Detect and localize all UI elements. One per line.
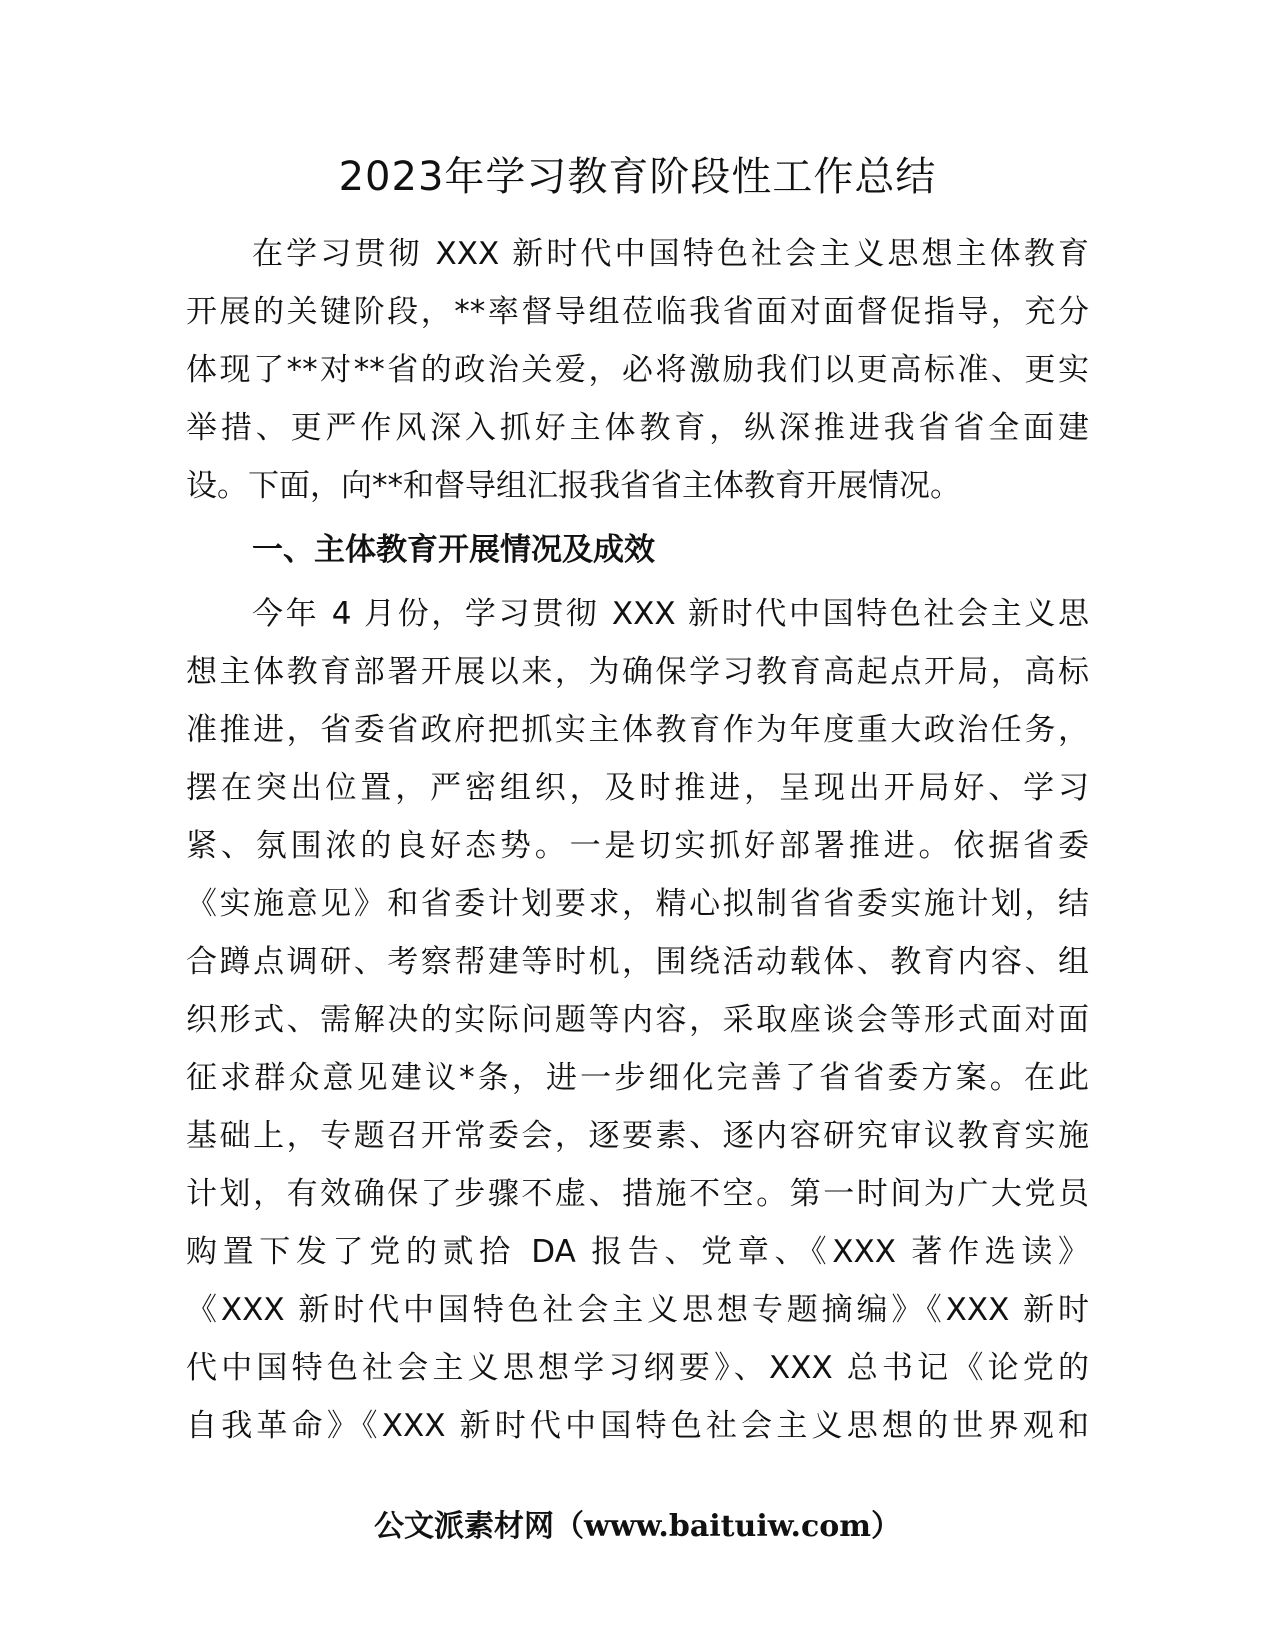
paragraph-line: 摆在突出位置，严密组织，及时推进，呈现出开局好、学习 [186,770,1089,806]
paragraph-line: 购置下发了党的贰拾 DA 报告、党章、《XXX 著作选读》 [186,1234,1089,1270]
paragraph-line: 今年 4 月份，学习贯彻 XXX 新时代中国特色社会主义思 [252,596,1089,632]
section-paragraph [186,585,1089,1455]
paragraph-line: 《XXX 新时代中国特色社会主义思想专题摘编》《XXX 新时 [186,1292,1089,1328]
paragraph-line: 在学习贯彻 XXX 新时代中国特色社会主义思想主体教育 [252,236,1089,272]
section-heading: 一、主体教育开展情况及成效 [252,532,655,568]
footer-watermark: 公文派素材网（www.baituiw.com） [373,1509,902,1544]
paragraph-line: 计划，有效确保了步骤不虚、措施不空。第一时间为广大党员 [186,1176,1089,1212]
paragraph-line: 基础上，专题召开常委会，逐要素、逐内容研究审议教育实施 [186,1118,1089,1154]
paragraph-line: 合蹲点调研、考察帮建等时机，围绕活动载体、教育内容、组 [186,944,1089,980]
paragraph-line: 《实施意见》和省委计划要求，精心拟制省省委实施计划，结 [186,886,1089,922]
paragraph-line: 设。下面，向**和督导组汇报我省省主体教育开展情况。 [186,468,961,504]
paragraph-line: 想主体教育部署开展以来，为确保学习教育高起点开局，高标 [186,654,1089,690]
paragraph-line: 自我革命》《XXX 新时代中国特色社会主义思想的世界观和 [186,1408,1089,1444]
paragraph-line: 举措、更严作风深入抓好主体教育，纵深推进我省省全面建 [186,410,1089,446]
intro-paragraph [186,225,1089,515]
paragraph-line: 准推进，省委省政府把抓实主体教育作为年度重大政治任务， [186,712,1089,748]
document-body [186,225,1089,1455]
paragraph-line: 织形式、需解决的实际问题等内容，采取座谈会等形式面对面 [186,1002,1089,1038]
paragraph-line: 开展的关键阶段，**率督导组莅临我省面对面督促指导，充分 [186,294,1089,330]
paragraph-line: 征求群众意见建议*条，进一步细化完善了省省委方案。在此 [186,1060,1089,1096]
paragraph-line: 体现了**对**省的政治关爱，必将激励我们以更高标准、更实 [186,352,1089,388]
paragraph-line: 紧、氛围浓的良好态势。一是切实抓好部署推进。依据省委 [186,828,1089,864]
document-title: 2023年学习教育阶段性工作总结 [338,154,937,200]
paragraph-line: 代中国特色社会主义思想学习纲要》、XXX 总书记《论党的 [186,1350,1089,1386]
